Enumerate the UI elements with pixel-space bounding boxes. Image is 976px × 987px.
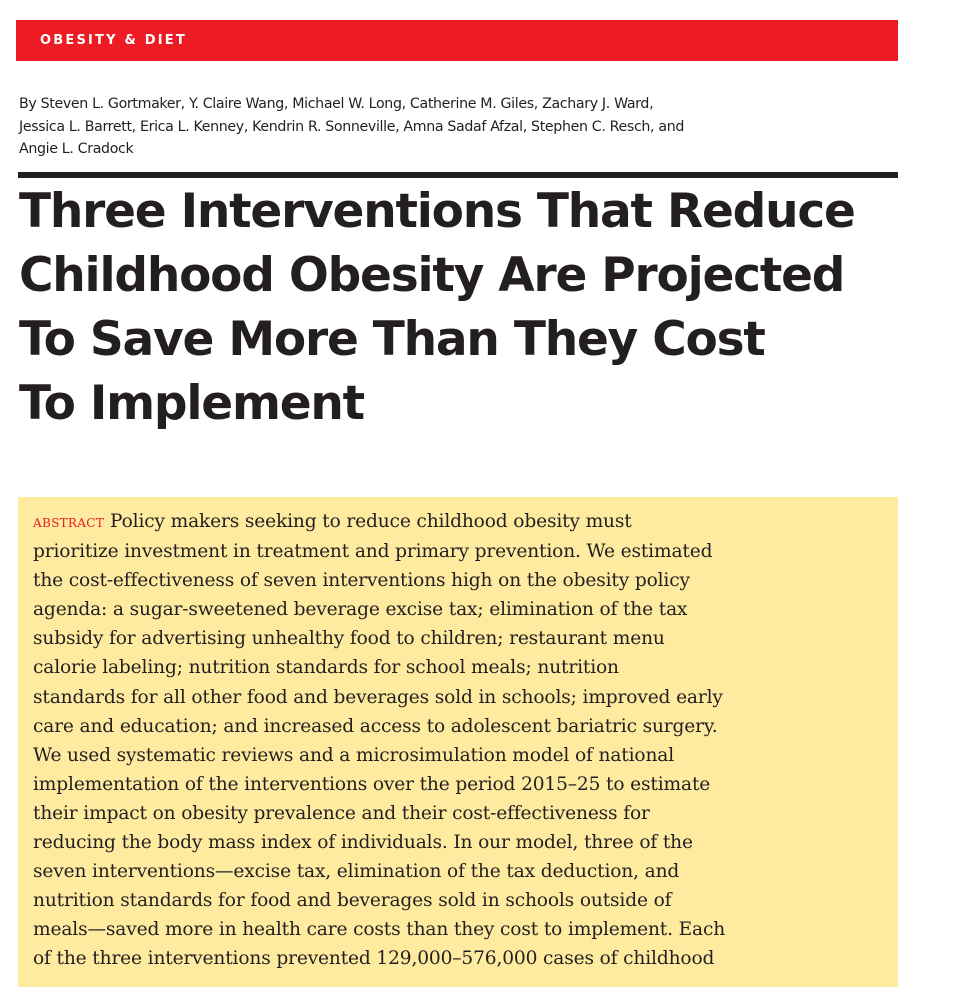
abstract-label: abstract	[33, 512, 104, 532]
abstract-line: the cost-effectiveness of seven interventions high on the obesity policy	[33, 570, 690, 592]
abstract-box	[18, 497, 898, 987]
abstract-line-text: Policy makers seeking to reduce childhood obesity must	[110, 511, 632, 532]
title-line: Childhood Obesity Are Projected	[19, 248, 845, 303]
author-line: By Steven L. Gortmaker, Y. Claire Wang, Michael W. Long, Catherine M. Giles, Zachary J. Ward,	[19, 96, 654, 112]
abstract-line: subsidy for advertising unhealthy food to children; restaurant menu	[33, 628, 665, 650]
abstract-line: prioritize investment in treatment and primary prevention. We estimated	[33, 541, 713, 563]
title-line: To Save More Than They Cost	[19, 312, 765, 367]
abstract-line	[33, 507, 893, 537]
abstract-line: meals—saved more in health care costs than they cost to implement. Each	[33, 919, 726, 941]
author-line: Angie L. Cradock	[19, 141, 134, 157]
author-list	[19, 93, 879, 161]
author-line: Jessica L. Barrett, Erica L. Kenney, Kendrin R. Sonneville, Amna Sadaf Afzal, Stephen C. Resch, and	[19, 118, 684, 135]
abstract-line: standards for all other food and beverages sold in schools; improved early	[33, 686, 723, 708]
abstract-line: We used systematic reviews and a microsimulation model of national	[33, 744, 675, 766]
title-line: Three Interventions That Reduce	[19, 184, 855, 239]
abstract-line: reducing the body mass index of individuals. In our model, three of the	[33, 832, 693, 854]
section-label: OBESITY & DIET	[40, 33, 187, 48]
title-line: To Implement	[19, 376, 364, 431]
abstract-line: agenda: a sugar-sweetened beverage excise tax; elimination of the tax	[33, 599, 688, 621]
abstract-line: seven interventions—excise tax, elimination of the tax deduction, and	[33, 861, 680, 883]
section-banner	[16, 20, 898, 61]
abstract-line: care and education; and increased access to adolescent bariatric surgery.	[33, 715, 718, 737]
title-divider	[18, 172, 898, 178]
abstract-line: their impact on obesity prevalence and their cost-effectiveness for	[33, 802, 650, 824]
abstract-line: nutrition standards for food and beverages sold in schools outside of	[33, 890, 672, 912]
article-title	[19, 180, 899, 436]
abstract-line: implementation of the interventions over the period 2015–25 to estimate	[33, 773, 711, 795]
abstract-line: of the three interventions prevented 129,000–576,000 cases of childhood	[33, 948, 715, 970]
abstract-text	[33, 507, 893, 974]
abstract-line: calorie labeling; nutrition standards for school meals; nutrition	[33, 657, 619, 679]
